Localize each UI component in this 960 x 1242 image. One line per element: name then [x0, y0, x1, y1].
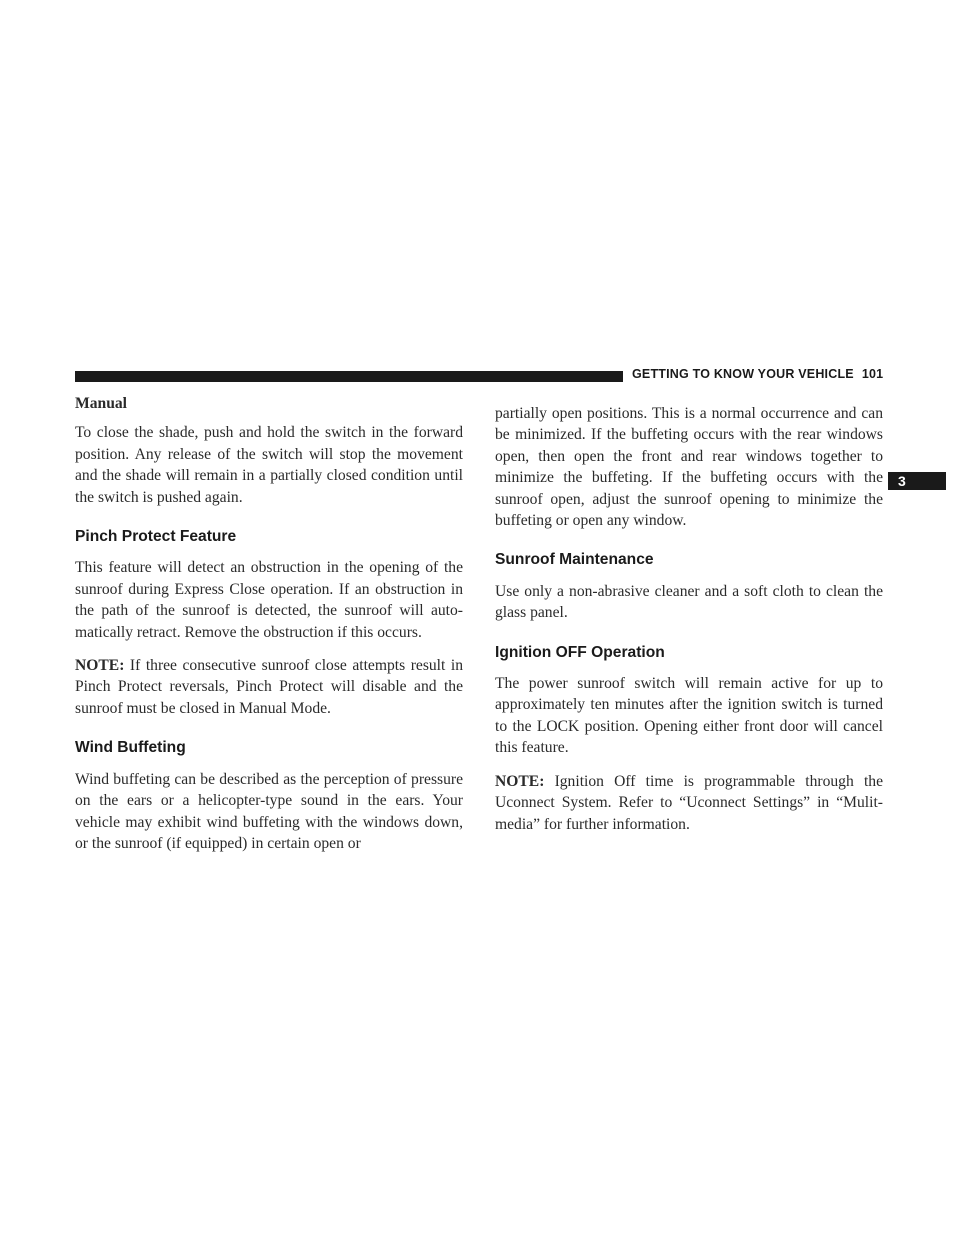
- left-column: [75, 393, 463, 866]
- wind-buffeting-paragraph: Wind buffeting can be described as the perception of pressure on the ears or a helicopter-type sound in the ears. Your vehicle may exhibit wind buffeting with the windows down, or the sunroof (if equipped) in certain open or: [75, 770, 463, 852]
- note-label: NOTE:: [75, 657, 125, 675]
- manual-paragraph: To close the shade, push and hold the switch in the forward position. Any release of the switch will stop the movement and the shade will remain in a partially closed condition until the switch is pushed again.: [75, 424, 463, 506]
- running-header: [632, 367, 883, 381]
- ignition-off-paragraph: The power sunroof switch will remain active for up to approximately ten minutes after the ignition switch is turned to the LOCK position. Opening either front door will cancel this feature.: [495, 675, 883, 757]
- pinch-protect-paragraph: This feature will detect an obstruction in the opening of the sunroof during Express Close operation. If an obstruction in the path of the sunroof is detected, the sunroof will auto-matically retract. Remove the obstruction if this occurs.: [75, 559, 463, 641]
- note-text: If three consecutive sunroof close attempts result in Pinch Protect reversals, Pinch Protect will disable and the sunroof must be closed in Manual Mode.: [75, 657, 463, 717]
- page-number: 101: [861, 367, 884, 381]
- note-text: Ignition Off time is programmable through the Uconnect System. Refer to “Uconnect Settings” in “Mulit-media” for further information.: [495, 772, 883, 833]
- header-rule-bar: [75, 371, 623, 382]
- sunroof-maintenance-paragraph: Use only a non-abrasive cleaner and a soft cloth to clean the glass panel.: [495, 582, 883, 622]
- wind-buffeting-heading: Wind Buffeting: [75, 739, 186, 757]
- note-label: NOTE:: [495, 772, 545, 790]
- chapter-tab: 3: [888, 472, 946, 490]
- section-title: GETTING TO KNOW YOUR VEHICLE: [632, 367, 854, 381]
- ignition-off-heading: Ignition OFF Operation: [495, 643, 665, 661]
- ignition-off-note: [495, 771, 883, 835]
- sunroof-maintenance-heading: Sunroof Maintenance: [495, 551, 654, 569]
- pinch-protect-heading: Pinch Protect Feature: [75, 528, 237, 546]
- right-column: [495, 403, 883, 847]
- manual-heading: Manual: [75, 395, 127, 412]
- wind-buffeting-continued: partially open positions. This is a normal occurrence and can be minimized. If the buffeting occurs with the rear windows open, then open the front and rear windows together to minimize the buffeting. If the buffeting occurs with the sunroof open, adjust the sunroof opening to minimize the buffeting or open any window.: [495, 405, 883, 530]
- pinch-protect-note: [75, 655, 463, 719]
